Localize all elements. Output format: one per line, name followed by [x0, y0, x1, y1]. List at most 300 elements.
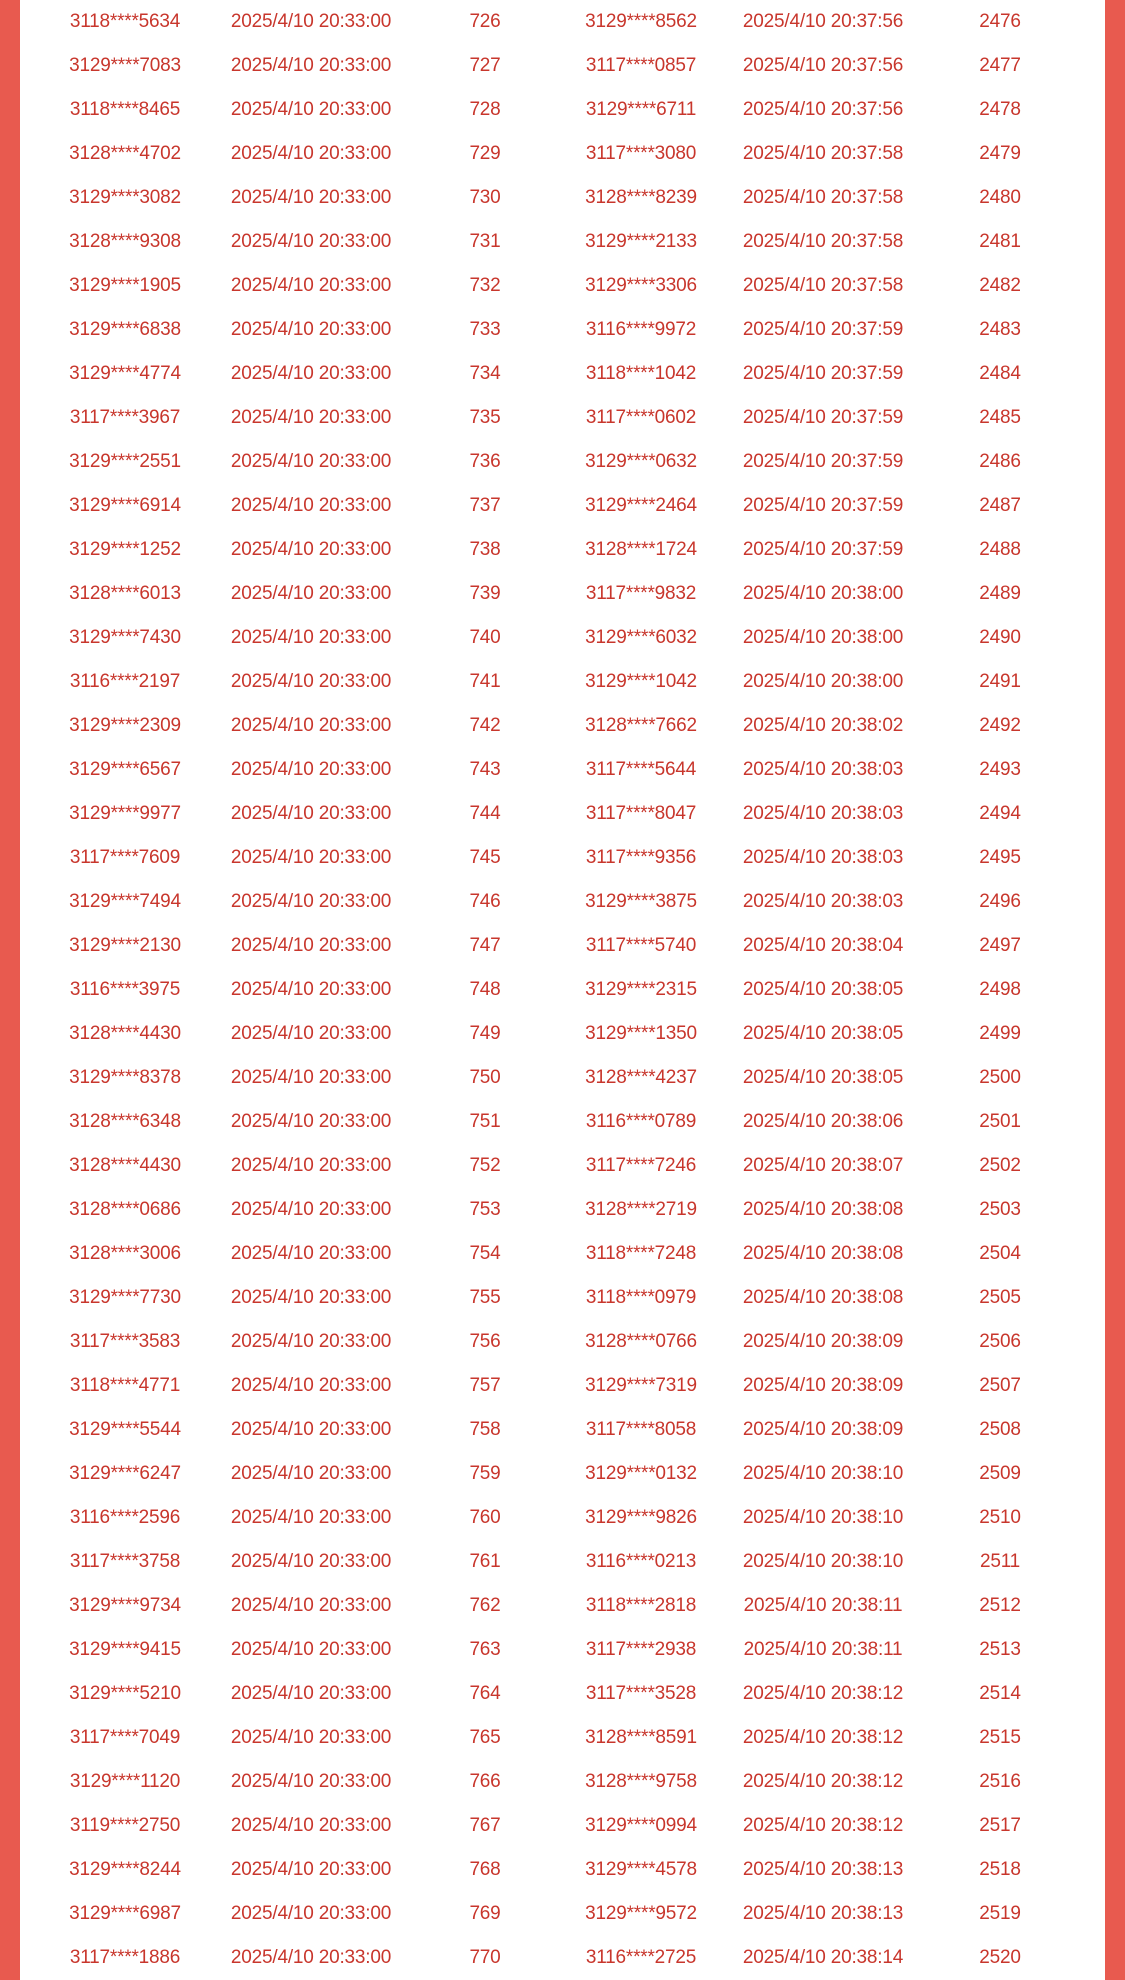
- left-user-id: 3128****4430: [69, 1155, 181, 1176]
- left-user-id: 3129****6567: [69, 759, 181, 780]
- right-rank-number: 2476: [979, 11, 1021, 32]
- right-rank-number: 2519: [979, 1903, 1021, 1924]
- table-row: [20, 1144, 1105, 1188]
- left-user-id: 3128****6013: [69, 583, 181, 604]
- right-rank-number: 2505: [979, 1287, 1021, 1308]
- left-timestamp: 2025/4/10 20:33:00: [230, 407, 392, 428]
- right-timestamp: 2025/4/10 20:37:58: [742, 143, 904, 164]
- table-row: [20, 792, 1105, 836]
- left-timestamp: 2025/4/10 20:33:00: [230, 979, 392, 1000]
- left-rank-number: 732: [469, 275, 501, 296]
- left-rank-number: 738: [469, 539, 501, 560]
- right-timestamp: 2025/4/10 20:38:07: [742, 1155, 904, 1176]
- right-timestamp: 2025/4/10 20:37:58: [742, 231, 904, 252]
- left-rank-number: 761: [469, 1551, 501, 1572]
- right-rank-number: 2491: [979, 671, 1021, 692]
- table-row: [20, 1672, 1105, 1716]
- right-rank-number: 2502: [979, 1155, 1021, 1176]
- left-rank-number: 734: [469, 363, 501, 384]
- left-user-id: 3129****6987: [69, 1903, 181, 1924]
- right-timestamp: 2025/4/10 20:38:13: [742, 1859, 904, 1880]
- right-rank-number: 2496: [979, 891, 1021, 912]
- right-timestamp: 2025/4/10 20:38:00: [742, 583, 904, 604]
- right-rank-number: 2503: [979, 1199, 1021, 1220]
- right-timestamp: 2025/4/10 20:37:56: [742, 99, 904, 120]
- left-timestamp: 2025/4/10 20:33:00: [230, 1287, 392, 1308]
- left-timestamp: 2025/4/10 20:33:00: [230, 715, 392, 736]
- right-timestamp: 2025/4/10 20:38:00: [742, 671, 904, 692]
- left-user-id: 3118****4771: [69, 1375, 181, 1396]
- left-timestamp: 2025/4/10 20:33:00: [230, 1243, 392, 1264]
- right-user-id: 3128****7662: [585, 715, 697, 736]
- right-rank-number: 2484: [979, 363, 1021, 384]
- left-timestamp: 2025/4/10 20:33:00: [230, 1639, 392, 1660]
- right-timestamp: 2025/4/10 20:38:08: [742, 1199, 904, 1220]
- left-timestamp: 2025/4/10 20:33:00: [230, 275, 392, 296]
- right-timestamp: 2025/4/10 20:37:58: [742, 187, 904, 208]
- right-timestamp: 2025/4/10 20:37:59: [742, 407, 904, 428]
- right-user-id: 3129****1042: [585, 671, 697, 692]
- right-user-id: 3117****0602: [585, 407, 697, 428]
- left-user-id: 3129****4774: [69, 363, 181, 384]
- right-user-id: 3117****3080: [585, 143, 697, 164]
- right-user-id: 3117****3528: [585, 1683, 697, 1704]
- left-rank-number: 728: [469, 99, 501, 120]
- left-user-id: 3129****7730: [69, 1287, 181, 1308]
- left-rank-number: 765: [469, 1727, 501, 1748]
- left-user-id: 3128****0686: [69, 1199, 181, 1220]
- right-user-id: 3129****2315: [585, 979, 697, 1000]
- right-timestamp: 2025/4/10 20:38:09: [742, 1331, 904, 1352]
- table-row: [20, 44, 1105, 88]
- left-rank-number: 748: [469, 979, 501, 1000]
- right-user-id: 3129****6032: [585, 627, 697, 648]
- right-timestamp: 2025/4/10 20:38:03: [742, 759, 904, 780]
- left-user-id: 3128****9308: [69, 231, 181, 252]
- table-row: [20, 748, 1105, 792]
- table-row: [20, 1760, 1105, 1804]
- left-user-id: 3129****1905: [69, 275, 181, 296]
- left-user-id: 3129****2309: [69, 715, 181, 736]
- right-user-id: 3118****0979: [585, 1287, 697, 1308]
- left-user-id: 3129****6247: [69, 1463, 181, 1484]
- left-user-id: 3129****7494: [69, 891, 181, 912]
- right-timestamp: 2025/4/10 20:38:12: [742, 1815, 904, 1836]
- left-rank-number: 766: [469, 1771, 501, 1792]
- table-row: [20, 1364, 1105, 1408]
- table-row: [20, 484, 1105, 528]
- left-user-id: 3117****1886: [69, 1947, 181, 1968]
- right-user-id: 3116****0213: [585, 1551, 697, 1572]
- left-user-id: 3129****2130: [69, 935, 181, 956]
- right-timestamp: 2025/4/10 20:38:03: [742, 891, 904, 912]
- right-user-id: 3129****9826: [585, 1507, 697, 1528]
- right-timestamp: 2025/4/10 20:38:09: [742, 1419, 904, 1440]
- left-timestamp: 2025/4/10 20:33:00: [230, 1595, 392, 1616]
- right-timestamp: 2025/4/10 20:38:05: [742, 1023, 904, 1044]
- left-user-id: 3129****3082: [69, 187, 181, 208]
- left-timestamp: 2025/4/10 20:33:00: [230, 1155, 392, 1176]
- left-timestamp: 2025/4/10 20:33:00: [230, 143, 392, 164]
- right-user-id: 3117****5740: [585, 935, 697, 956]
- left-timestamp: 2025/4/10 20:33:00: [230, 363, 392, 384]
- left-timestamp: 2025/4/10 20:33:00: [230, 583, 392, 604]
- table-row: [20, 88, 1105, 132]
- left-rank-number: 759: [469, 1463, 501, 1484]
- left-user-id: 3129****2551: [69, 451, 181, 472]
- right-timestamp: 2025/4/10 20:38:05: [742, 1067, 904, 1088]
- left-timestamp: 2025/4/10 20:33:00: [230, 847, 392, 868]
- left-user-id: 3116****3975: [69, 979, 181, 1000]
- right-user-id: 3116****9972: [585, 319, 697, 340]
- left-user-id: 3129****5210: [69, 1683, 181, 1704]
- right-rank-number: 2508: [979, 1419, 1021, 1440]
- right-rank-number: 2479: [979, 143, 1021, 164]
- left-rank-number: 742: [469, 715, 501, 736]
- right-user-id: 3118****7248: [585, 1243, 697, 1264]
- right-user-id: 3129****2464: [585, 495, 697, 516]
- right-rank-number: 2514: [979, 1683, 1021, 1704]
- right-rank-number: 2516: [979, 1771, 1021, 1792]
- table-row: [20, 440, 1105, 484]
- left-timestamp: 2025/4/10 20:33:00: [230, 1551, 392, 1572]
- left-timestamp: 2025/4/10 20:33:00: [230, 11, 392, 32]
- right-rank-number: 2486: [979, 451, 1021, 472]
- left-rank-number: 768: [469, 1859, 501, 1880]
- table-row: [20, 396, 1105, 440]
- right-timestamp: 2025/4/10 20:38:12: [742, 1683, 904, 1704]
- right-timestamp: 2025/4/10 20:38:03: [742, 847, 904, 868]
- left-timestamp: 2025/4/10 20:33:00: [230, 1375, 392, 1396]
- right-rank-number: 2478: [979, 99, 1021, 120]
- left-rank-number: 727: [469, 55, 501, 76]
- right-rank-number: 2507: [979, 1375, 1021, 1396]
- left-rank-number: 744: [469, 803, 501, 824]
- right-rank-number: 2500: [979, 1067, 1021, 1088]
- right-rank-number: 2481: [979, 231, 1021, 252]
- table-row: [20, 924, 1105, 968]
- right-rank-number: 2492: [979, 715, 1021, 736]
- table-row: [20, 1716, 1105, 1760]
- right-rank-number: 2510: [979, 1507, 1021, 1528]
- table-row: [20, 968, 1105, 1012]
- right-user-id: 3116****2725: [585, 1947, 697, 1968]
- left-rank-number: 762: [469, 1595, 501, 1616]
- right-user-id: 3116****0789: [585, 1111, 697, 1132]
- left-user-id: 3129****6838: [69, 319, 181, 340]
- left-rank-number: 770: [469, 1947, 501, 1968]
- left-rank-number: 769: [469, 1903, 501, 1924]
- left-rank-number: 737: [469, 495, 501, 516]
- left-timestamp: 2025/4/10 20:33:00: [230, 1463, 392, 1484]
- left-rank-number: 754: [469, 1243, 501, 1264]
- left-user-id: 3129****7430: [69, 627, 181, 648]
- right-user-id: 3129****7319: [585, 1375, 697, 1396]
- left-rank-number: 729: [469, 143, 501, 164]
- right-rank-number: 2518: [979, 1859, 1021, 1880]
- left-rank-number: 750: [469, 1067, 501, 1088]
- table-row: [20, 1848, 1105, 1892]
- right-user-id: 3128****2719: [585, 1199, 697, 1220]
- right-timestamp: 2025/4/10 20:37:59: [742, 451, 904, 472]
- left-timestamp: 2025/4/10 20:33:00: [230, 1111, 392, 1132]
- table-row: [20, 1320, 1105, 1364]
- left-rank-number: 745: [469, 847, 501, 868]
- right-rank-number: 2490: [979, 627, 1021, 648]
- left-rank-number: 756: [469, 1331, 501, 1352]
- table-row: [20, 176, 1105, 220]
- right-timestamp: 2025/4/10 20:37:59: [742, 495, 904, 516]
- table-row: [20, 308, 1105, 352]
- right-timestamp: 2025/4/10 20:38:12: [742, 1771, 904, 1792]
- table-row: [20, 1628, 1105, 1672]
- table-row: [20, 1892, 1105, 1936]
- right-timestamp: 2025/4/10 20:37:56: [742, 11, 904, 32]
- right-rank-number: 2483: [979, 319, 1021, 340]
- left-user-id: 3129****6914: [69, 495, 181, 516]
- table-row: [20, 880, 1105, 924]
- right-user-id: 3117****9356: [585, 847, 697, 868]
- right-user-id: 3118****1042: [585, 363, 697, 384]
- left-timestamp: 2025/4/10 20:33:00: [230, 891, 392, 912]
- right-timestamp: 2025/4/10 20:37:58: [742, 275, 904, 296]
- left-rank-number: 730: [469, 187, 501, 208]
- right-timestamp: 2025/4/10 20:38:14: [742, 1947, 904, 1968]
- table-row: [20, 1232, 1105, 1276]
- right-rank-number: 2512: [979, 1595, 1021, 1616]
- left-rank-number: 735: [469, 407, 501, 428]
- right-user-id: 3128****9758: [585, 1771, 697, 1792]
- right-rank-number: 2497: [979, 935, 1021, 956]
- left-timestamp: 2025/4/10 20:33:00: [230, 671, 392, 692]
- left-timestamp: 2025/4/10 20:33:00: [230, 55, 392, 76]
- left-rank-number: 764: [469, 1683, 501, 1704]
- right-rank-number: 2509: [979, 1463, 1021, 1484]
- right-timestamp: 2025/4/10 20:38:03: [742, 803, 904, 824]
- table-row: [20, 132, 1105, 176]
- table-row: [20, 1188, 1105, 1232]
- right-rank-number: 2513: [979, 1639, 1021, 1660]
- right-user-id: 3129****3306: [585, 275, 697, 296]
- right-rank-number: 2480: [979, 187, 1021, 208]
- left-user-id: 3117****7049: [69, 1727, 181, 1748]
- left-rank-number: 755: [469, 1287, 501, 1308]
- left-user-id: 3116****2596: [69, 1507, 181, 1528]
- left-timestamp: 2025/4/10 20:33:00: [230, 1727, 392, 1748]
- right-user-id: 3129****0632: [585, 451, 697, 472]
- right-rank-number: 2515: [979, 1727, 1021, 1748]
- right-rank-number: 2477: [979, 55, 1021, 76]
- right-user-id: 3128****8239: [585, 187, 697, 208]
- right-rank-number: 2520: [979, 1947, 1021, 1968]
- left-rank-number: 746: [469, 891, 501, 912]
- right-user-id: 3117****7246: [585, 1155, 697, 1176]
- right-user-id: 3128****0766: [585, 1331, 697, 1352]
- right-timestamp: 2025/4/10 20:38:08: [742, 1287, 904, 1308]
- table-row: [20, 1276, 1105, 1320]
- right-rank-number: 2488: [979, 539, 1021, 560]
- right-user-id: 3129****3875: [585, 891, 697, 912]
- right-timestamp: 2025/4/10 20:38:10: [742, 1551, 904, 1572]
- left-timestamp: 2025/4/10 20:33:00: [230, 1903, 392, 1924]
- left-rank-number: 752: [469, 1155, 501, 1176]
- left-rank-number: 751: [469, 1111, 501, 1132]
- left-user-id: 3117****3967: [69, 407, 181, 428]
- right-rank-number: 2498: [979, 979, 1021, 1000]
- left-user-id: 3129****7083: [69, 55, 181, 76]
- left-user-id: 3117****7609: [69, 847, 181, 868]
- right-rank-number: 2506: [979, 1331, 1021, 1352]
- left-timestamp: 2025/4/10 20:33:00: [230, 1023, 392, 1044]
- right-timestamp: 2025/4/10 20:38:12: [742, 1727, 904, 1748]
- left-user-id: 3118****8465: [69, 99, 181, 120]
- left-rank-number: 726: [469, 11, 501, 32]
- left-timestamp: 2025/4/10 20:33:00: [230, 1067, 392, 1088]
- left-timestamp: 2025/4/10 20:33:00: [230, 1947, 392, 1968]
- left-user-id: 3118****5634: [69, 11, 181, 32]
- right-rank-number: 2494: [979, 803, 1021, 824]
- table-row: [20, 220, 1105, 264]
- right-timestamp: 2025/4/10 20:38:09: [742, 1375, 904, 1396]
- right-user-id: 3117****5644: [585, 759, 697, 780]
- right-timestamp: 2025/4/10 20:38:06: [742, 1111, 904, 1132]
- left-timestamp: 2025/4/10 20:33:00: [230, 1815, 392, 1836]
- left-timestamp: 2025/4/10 20:33:00: [230, 1199, 392, 1220]
- left-rank-number: 747: [469, 935, 501, 956]
- right-rank-number: 2511: [979, 1551, 1021, 1572]
- table-row: [20, 1496, 1105, 1540]
- left-user-id: 3128****4702: [69, 143, 181, 164]
- left-user-id: 3129****5544: [69, 1419, 181, 1440]
- left-user-id: 3116****2197: [69, 671, 181, 692]
- right-timestamp: 2025/4/10 20:38:11: [743, 1639, 903, 1660]
- right-rank-number: 2493: [979, 759, 1021, 780]
- right-user-id: 3129****8562: [585, 11, 697, 32]
- table-row: [20, 1804, 1105, 1848]
- left-timestamp: 2025/4/10 20:33:00: [230, 319, 392, 340]
- left-rank-number: 757: [469, 1375, 501, 1396]
- table-row: [20, 1936, 1105, 1980]
- table-row: [20, 1056, 1105, 1100]
- right-rank-number: 2485: [979, 407, 1021, 428]
- left-rank-number: 749: [469, 1023, 501, 1044]
- left-user-id: 3128****4430: [69, 1023, 181, 1044]
- left-timestamp: 2025/4/10 20:33:00: [230, 627, 392, 648]
- left-rank-number: 760: [469, 1507, 501, 1528]
- left-rank-number: 743: [469, 759, 501, 780]
- right-user-id: 3117****9832: [585, 583, 697, 604]
- left-rank-number: 739: [469, 583, 501, 604]
- right-timestamp: 2025/4/10 20:38:04: [742, 935, 904, 956]
- table-row: [20, 704, 1105, 748]
- left-rank-number: 753: [469, 1199, 501, 1220]
- right-timestamp: 2025/4/10 20:38:13: [742, 1903, 904, 1924]
- right-user-id: 3117****8047: [585, 803, 697, 824]
- left-timestamp: 2025/4/10 20:33:00: [230, 1771, 392, 1792]
- table-row: [20, 264, 1105, 308]
- right-user-id: 3129****0132: [585, 1463, 697, 1484]
- left-rank-number: 733: [469, 319, 501, 340]
- left-user-id: 3129****9415: [69, 1639, 181, 1660]
- left-timestamp: 2025/4/10 20:33:00: [230, 231, 392, 252]
- right-user-id: 3117****0857: [585, 55, 697, 76]
- table-row: [20, 0, 1105, 44]
- right-user-id: 3128****4237: [585, 1067, 697, 1088]
- right-timestamp: 2025/4/10 20:37:56: [742, 55, 904, 76]
- left-timestamp: 2025/4/10 20:33:00: [230, 539, 392, 560]
- right-rank-number: 2482: [979, 275, 1021, 296]
- right-rank-number: 2501: [979, 1111, 1021, 1132]
- left-timestamp: 2025/4/10 20:33:00: [230, 803, 392, 824]
- left-timestamp: 2025/4/10 20:33:00: [230, 187, 392, 208]
- right-timestamp: 2025/4/10 20:38:10: [742, 1463, 904, 1484]
- left-rank-number: 767: [469, 1815, 501, 1836]
- right-rank-number: 2489: [979, 583, 1021, 604]
- left-user-id: 3117****3583: [69, 1331, 181, 1352]
- left-timestamp: 2025/4/10 20:33:00: [230, 99, 392, 120]
- right-user-id: 3128****8591: [585, 1727, 697, 1748]
- left-rank-number: 763: [469, 1639, 501, 1660]
- right-timestamp: 2025/4/10 20:37:59: [742, 319, 904, 340]
- left-user-id: 3128****3006: [69, 1243, 181, 1264]
- left-rank-number: 731: [469, 231, 501, 252]
- right-timestamp: 2025/4/10 20:38:02: [742, 715, 904, 736]
- left-user-id: 3117****3758: [69, 1551, 181, 1572]
- right-timestamp: 2025/4/10 20:38:00: [742, 627, 904, 648]
- left-user-id: 3129****9734: [69, 1595, 181, 1616]
- right-timestamp: 2025/4/10 20:37:59: [742, 363, 904, 384]
- left-timestamp: 2025/4/10 20:33:00: [230, 935, 392, 956]
- right-rank-number: 2487: [979, 495, 1021, 516]
- right-user-id: 3129****0994: [585, 1815, 697, 1836]
- left-timestamp: 2025/4/10 20:33:00: [230, 1419, 392, 1440]
- right-user-id: 3129****4578: [585, 1859, 697, 1880]
- table-row: [20, 352, 1105, 396]
- left-user-id: 3128****6348: [69, 1111, 181, 1132]
- left-rank-number: 736: [469, 451, 501, 472]
- table-row: [20, 528, 1105, 572]
- table-row: [20, 616, 1105, 660]
- table-row: [20, 1452, 1105, 1496]
- left-timestamp: 2025/4/10 20:33:00: [230, 1331, 392, 1352]
- winner-list: [20, 0, 1105, 1980]
- right-user-id: 3118****2818: [585, 1595, 697, 1616]
- right-rank-number: 2499: [979, 1023, 1021, 1044]
- right-user-id: 3129****1350: [585, 1023, 697, 1044]
- right-user-id: 3129****6711: [585, 99, 697, 120]
- left-timestamp: 2025/4/10 20:33:00: [230, 495, 392, 516]
- left-rank-number: 741: [469, 671, 501, 692]
- left-rank-number: 740: [469, 627, 501, 648]
- left-user-id: 3129****8244: [69, 1859, 181, 1880]
- right-timestamp: 2025/4/10 20:38:08: [742, 1243, 904, 1264]
- right-rank-number: 2495: [979, 847, 1021, 868]
- left-timestamp: 2025/4/10 20:33:00: [230, 1683, 392, 1704]
- table-row: [20, 1012, 1105, 1056]
- left-user-id: 3129****1120: [69, 1771, 181, 1792]
- left-timestamp: 2025/4/10 20:33:00: [230, 759, 392, 780]
- right-user-id: 3117****8058: [585, 1419, 697, 1440]
- table-row: [20, 660, 1105, 704]
- right-rank-number: 2504: [979, 1243, 1021, 1264]
- right-timestamp: 2025/4/10 20:38:05: [742, 979, 904, 1000]
- right-rank-number: 2517: [979, 1815, 1021, 1836]
- left-rank-number: 758: [469, 1419, 501, 1440]
- left-timestamp: 2025/4/10 20:33:00: [230, 451, 392, 472]
- table-row: [20, 836, 1105, 880]
- left-user-id: 3129****8378: [69, 1067, 181, 1088]
- left-user-id: 3129****9977: [69, 803, 181, 824]
